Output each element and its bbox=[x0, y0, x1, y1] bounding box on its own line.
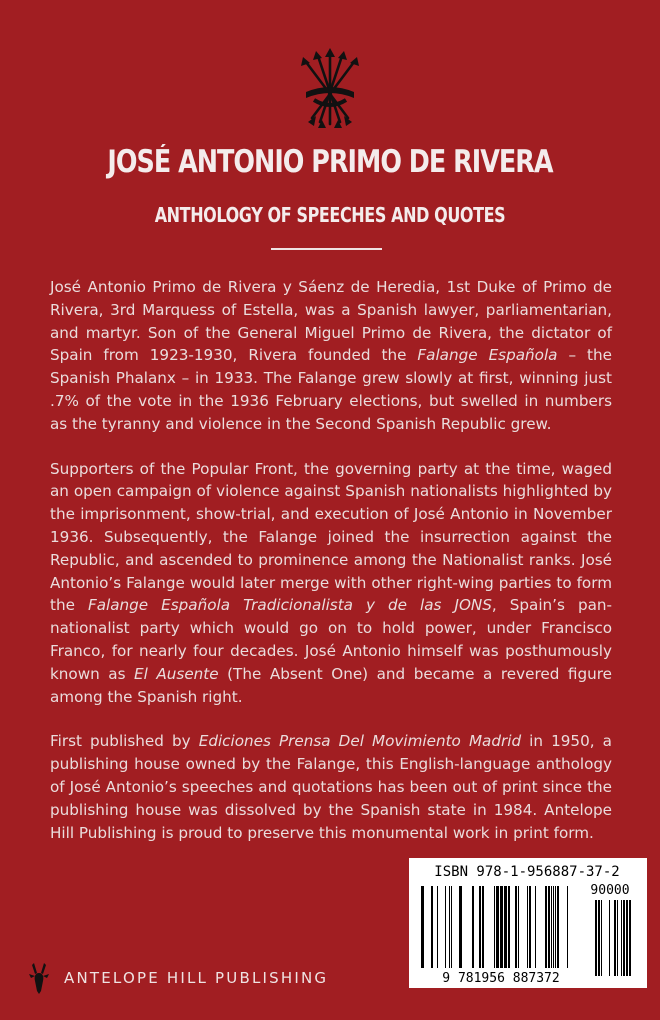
barcode-bar bbox=[518, 886, 519, 968]
barcode-bar bbox=[626, 900, 628, 976]
barcode-bar bbox=[557, 886, 559, 968]
blurb-paragraph-2: Supporters of the Popular Front, the governing party at the time, waged an open campaign of violence against Spanish nationalists highlighted by the imprisonment, show-trial, and execution of José Antonio in November 1936. Subsequently, the Falange joined the insurrection against the Republic, and ascended to prominence among the Nationalist ranks. José Antonio’s Falange would later merge with other right-wing parties to form the Falange Española Tradicionalista y de las JONS, Spain’s pan-nationalist party which would go on to hold power, under Francisco Franco, for nearly four decades. José Antonio himself was posthumously known as El Ausente (The Absent One) and became a revered figure among the Spanish right. bbox=[50, 459, 612, 706]
barcode-bar bbox=[500, 886, 503, 968]
divider bbox=[271, 248, 382, 250]
barcode-bar bbox=[623, 900, 625, 976]
isbn-barcode bbox=[409, 858, 647, 988]
barcode-bar bbox=[598, 900, 600, 976]
barcode-bar bbox=[621, 900, 622, 976]
barcode-bar bbox=[527, 886, 528, 968]
addon-digits: 90000 bbox=[590, 883, 630, 898]
barcode-digits: 9 781956 887372 bbox=[442, 971, 560, 986]
barcode-bar bbox=[449, 886, 450, 968]
barcode-bar bbox=[479, 886, 481, 968]
barcode-bar bbox=[535, 886, 536, 968]
barcode-bar bbox=[504, 886, 507, 968]
barcode-bar bbox=[617, 900, 618, 976]
blurb bbox=[50, 276, 612, 866]
barcode-bar bbox=[451, 886, 452, 968]
barcode-bar bbox=[553, 886, 554, 968]
barcode-bar bbox=[595, 900, 597, 976]
barcode-bar bbox=[545, 886, 547, 968]
main-barcode-bars bbox=[421, 886, 568, 968]
barcode-bar bbox=[459, 886, 462, 968]
barcode-bar bbox=[609, 900, 610, 976]
isbn-label: ISBN 978-1-956887-37-2 bbox=[434, 864, 620, 880]
blurb-paragraph-3: First published by Ediciones Prensa Del Movimiento Madrid in 1950, a publishing house owned by the Falange, this English-language anthology of José Antonio’s speeches and quotations has been out of print since the publishing house was dissolved by the Spanish state in 1984. Antelope Hill Publishing is proud to preserve this monumental work in print form. bbox=[50, 732, 612, 842]
barcode-bar bbox=[431, 886, 433, 968]
addon-barcode-bars bbox=[595, 900, 631, 976]
barcode-bar bbox=[508, 886, 510, 968]
barcode-bar bbox=[482, 886, 484, 968]
barcode-bar bbox=[496, 886, 499, 968]
yoke-and-arrows-icon bbox=[296, 48, 364, 130]
barcode-bar bbox=[437, 886, 438, 968]
antelope-head-icon bbox=[26, 961, 52, 995]
barcode-bar bbox=[629, 900, 631, 976]
publisher-name: ANTELOPE HILL PUBLISHING bbox=[64, 969, 329, 987]
barcode-bar bbox=[515, 886, 517, 968]
barcode-bar bbox=[529, 886, 531, 968]
barcode-bar bbox=[548, 886, 550, 968]
barcode-bar bbox=[472, 886, 474, 968]
barcode-bar bbox=[555, 886, 556, 968]
barcode-bar bbox=[445, 886, 446, 968]
book-subtitle: ANTHOLOGY OF SPEECHES AND QUOTES bbox=[154, 203, 506, 227]
barcode-bar bbox=[551, 886, 552, 968]
book-title: JOSÉ ANTONIO PRIMO DE RIVERA bbox=[107, 144, 553, 180]
barcode-bar bbox=[494, 886, 495, 968]
barcode-bar bbox=[601, 900, 602, 976]
barcode-bar bbox=[421, 886, 424, 968]
blurb-paragraph-1: José Antonio Primo de Rivera y Sáenz de Heredia, 1st Duke of Primo de Rivera, 3rd Marquess of Estella, was a Spanish lawyer, parliamentarian, and martyr. Son of the General Miguel Primo de Rivera, the dictator of Spain from 1923-1930, Rivera founded the Falange Española – the Spanish Phalanx – in 1933. The Falange grew slowly at first, winning just .7% of the vote in the 1936 February elections, but swelled in numbers as the tyranny and violence in the Second Spanish Republic grew. bbox=[50, 278, 612, 433]
publisher-mark bbox=[26, 960, 328, 996]
barcode-bar bbox=[614, 900, 616, 976]
barcode-bar bbox=[567, 886, 568, 968]
